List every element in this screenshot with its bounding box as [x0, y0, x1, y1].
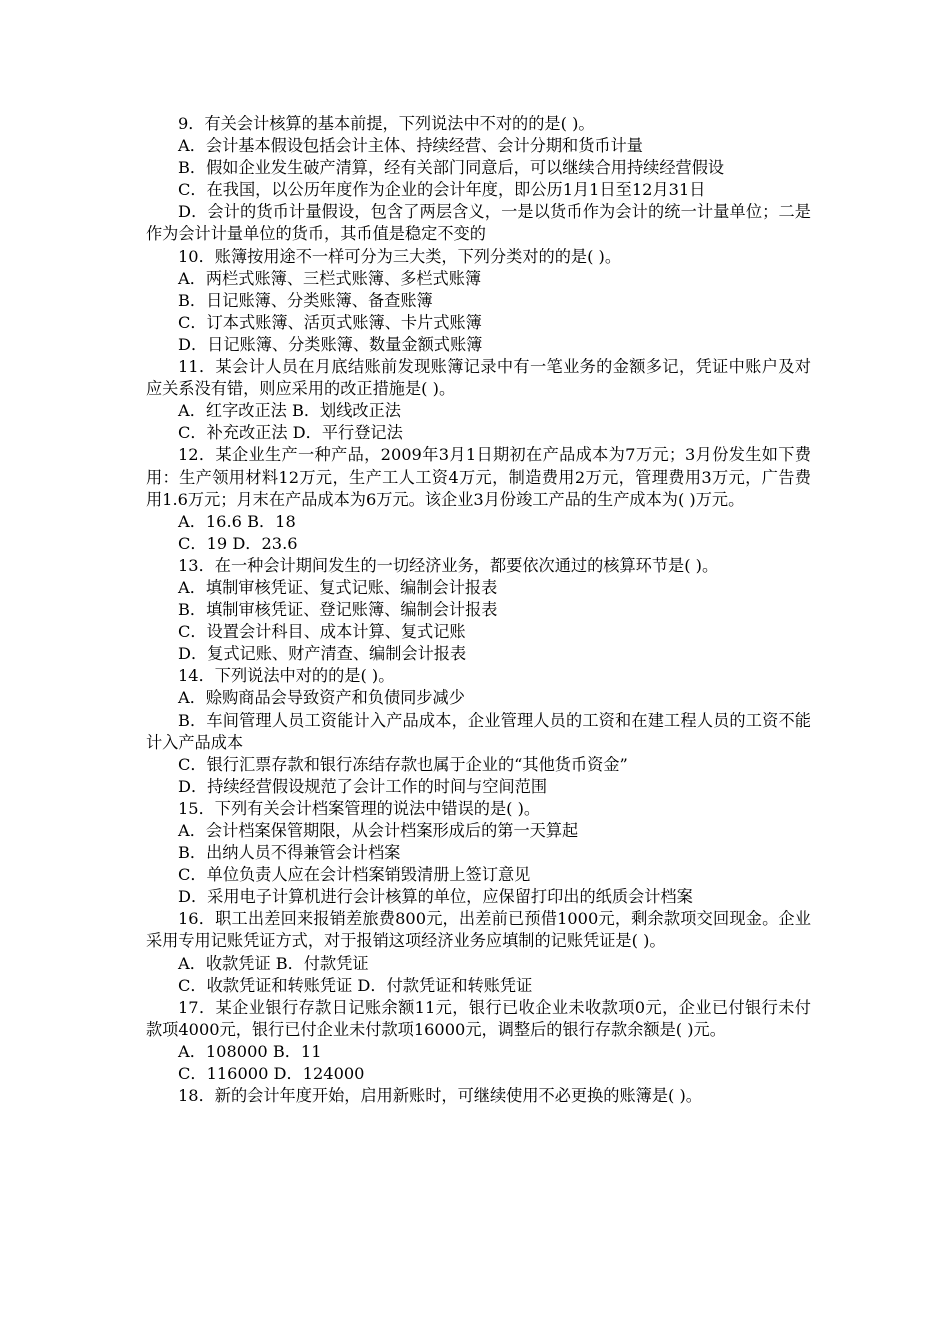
question-12-stem: 12．某企业生产一种产品，2009年3月1日期初在产品成本为7万元；3月份发生如下费用：生产领用材料12万元，生产工人工资4万元，制造费用2万元，管理费用3万元，广告费用1.6万元；月末在产品成本为6万元。该企业3月份竣工产品的生产成本为( )万元。	[146, 445, 811, 509]
question-13-stem: 13．在一种会计期间发生的一切经济业务，都要依次通过的核算环节是( )。	[178, 555, 719, 575]
question-17-options-ab: A．108000 B．11	[178, 1041, 322, 1061]
question-14-option-d: D．持续经营假设规范了会计工作的时间与空间范围	[178, 776, 548, 796]
question-11-stem: 11．某会计人员在月底结账前发现账簿记录中有一笔业务的金额多记，凭证中账户及对应关系没有错，则应采用的改正措施是( )。	[146, 357, 811, 399]
question-13-option-a: A．填制审核凭证、复式记账、编制会计报表	[178, 577, 498, 597]
question-10-option-d: D．日记账簿、分类账簿、数量金额式账簿	[178, 334, 483, 354]
question-13-option-b: B．填制审核凭证、登记账簿、编制会计报表	[178, 600, 498, 620]
question-14-stem: 14．下列说法中对的的是( )。	[178, 666, 395, 686]
question-15-option-b: B．出纳人员不得兼管会计档案	[178, 843, 401, 863]
question-14-option-b: B．车间管理人员工资能计入产品成本，企业管理人员的工资和在建工程人员的工资不能计入产品成本	[146, 710, 811, 752]
question-18-stem: 18．新的会计年度开始，启用新账时，可继续使用不必更换的账簿是( )。	[178, 1086, 702, 1106]
question-12-options-ab: A．16.6 B．18	[178, 511, 296, 531]
question-13-option-c: C．设置会计科目、成本计算、复式记账	[178, 622, 466, 642]
document-body	[146, 113, 811, 1107]
question-17-stem: 17．某企业银行存款日记账余额11元，银行已收企业未收款项0元，企业已付银行未付款项4000元，银行已付企业未付款项16000元，调整后的银行存款余额是( )元。	[146, 997, 811, 1039]
question-16-stem: 16．职工出差回来报销差旅费800元，出差前已预借1000元，剩余款项交回现金。企业采用专用记账凭证方式，对于报销这项经济业务应填制的记账凭证是( )。	[146, 909, 811, 951]
question-10-stem: 10．账簿按用途不一样可分为三大类，下列分类对的的是( )。	[178, 246, 622, 266]
question-10-option-a: A．两栏式账簿、三栏式账簿、多栏式账簿	[178, 268, 482, 288]
question-16-options-ab: A．收款凭证 B．付款凭证	[178, 953, 369, 973]
question-14-option-c: C．银行汇票存款和银行冻结存款也属于企业的“其他货币资金”	[178, 754, 628, 774]
question-9-option-b: B．假如企业发生破产清算，经有关部门同意后，可以继续合用持续经营假设	[178, 158, 725, 178]
question-9-option-a: A．会计基本假设包括会计主体、持续经营、会计分期和货币计量	[178, 136, 643, 156]
question-13-option-d: D．复式记账、财产清查、编制会计报表	[178, 644, 467, 664]
question-10-option-b: B．日记账簿、分类账簿、备查账簿	[178, 290, 433, 310]
question-11-options-cd: C．补充改正法 D．平行登记法	[178, 423, 403, 443]
question-15-stem: 15．下列有关会计档案管理的说法中错误的是( )。	[178, 798, 541, 818]
question-9-option-d: D．会计的货币计量假设，包含了两层含义，一是以货币作为会计的统一计量单位；二是作为会计计量单位的货币，其币值是稳定不变的	[146, 202, 811, 244]
question-10-option-c: C．订本式账簿、活页式账簿、卡片式账簿	[178, 312, 482, 332]
question-15-option-c: C．单位负责人应在会计档案销毁清册上签订意见	[178, 865, 531, 885]
question-9-option-c: C．在我国，以公历年度作为企业的会计年度，即公历1月1日至12月31日	[178, 180, 706, 200]
question-15-option-a: A．会计档案保管期限，从会计档案形成后的第一天算起	[178, 821, 579, 840]
question-12-options-cd: C．19 D．23.6	[178, 533, 298, 553]
question-16-options-cd: C．收款凭证和转账凭证 D．付款凭证和转账凭证	[178, 975, 533, 995]
question-9-stem: 9．有关会计核算的基本前提，下列说法中不对的的是( )。	[178, 114, 595, 133]
question-11-options-ab: A．红字改正法 B．划线改正法	[178, 401, 401, 421]
question-17-options-cd: C．116000 D．124000	[178, 1064, 365, 1084]
question-15-option-d: D．采用电子计算机进行会计核算的单位，应保留打印出的纸质会计档案	[178, 887, 693, 907]
question-14-option-a: A．赊购商品会导致资产和负债同步减少	[178, 688, 465, 708]
